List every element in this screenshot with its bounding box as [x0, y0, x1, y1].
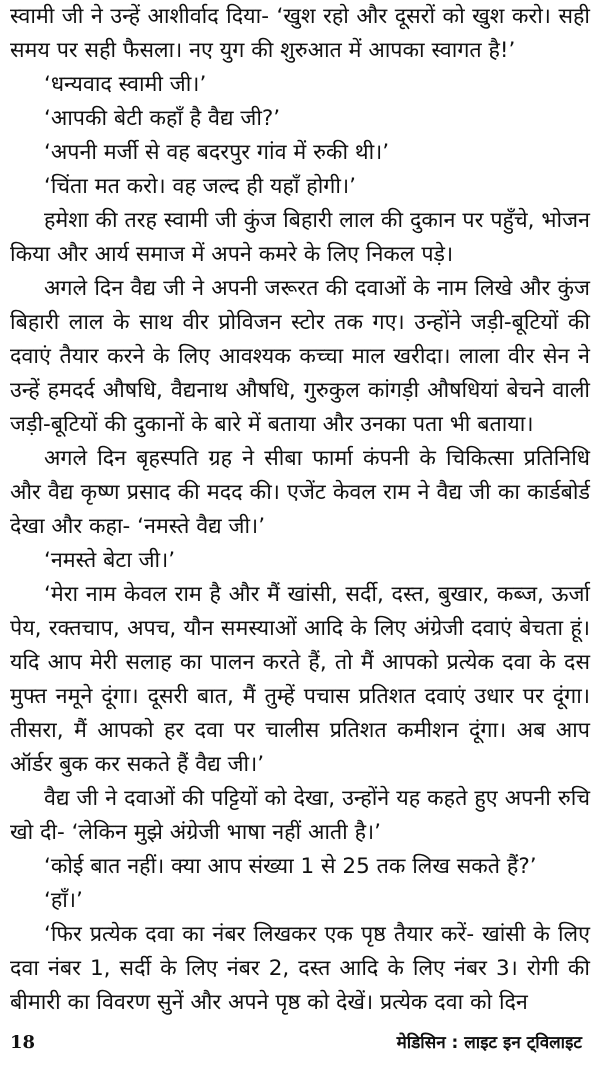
paragraph: ‘हाँ।’: [44, 888, 83, 913]
paragraph: वैद्य जी ने दवाओं की पट्टियों को देखा, उन्होंने यह कहते हुए अपनी रुचि खो दी- ‘लेकिन मुझे अंग्रेजी भाषा नहीं आती है।’: [10, 786, 590, 845]
paragraph: ‘अपनी मर्जी से वह बदरपुर गांव में रुकी थी।’: [44, 140, 390, 165]
page-number: 18: [10, 1032, 36, 1053]
paragraph: ‘धन्यवाद स्वामी जी।’: [44, 72, 207, 97]
running-title: मेडिसिन : लाइट इन ट्विलाइट: [396, 1033, 582, 1053]
paragraph: ‘कोई बात नहीं। क्या आप संख्या 1 से 25 तक लिख सकते हैं?’: [44, 854, 537, 879]
paragraph: ‘फिर प्रत्येक दवा का नंबर लिखकर एक पृष्ठ तैयार करें- खांसी के लिए दवा नंबर 1, सर्दी के लिए नंबर 2, दस्त आदि के लिए नंबर 3। रोगी की बीमारी का विवरण सुनें और अपने पृष्ठ को देखें। प्रत्येक दवा को दिन: [10, 922, 590, 1015]
paragraph: हमेशा की तरह स्वामी जी कुंज बिहारी लाल की दुकान पर पहुँचे, भोजन किया और आर्य समाज में अपने कमरे के लिए निकल पड़े।: [10, 208, 590, 267]
paragraph: ‘मेरा नाम केवल राम है और मैं खांसी, सर्दी, दस्त, बुखार, कब्ज, ऊर्जा पेय, रक्तचाप, अपच, यौन समस्याओं आदि के लिए अंग्रेजी दवाएं बेचता हूं। यदि आप मेरी सलाह का पालन करते हैं, तो मैं आपको प्रत्येक दवा के दस मुफ्त नमूने दूंगा। दूसरी बात, मैं तुम्हें पचास प्रतिशत दवाएं उधार पर दूंगा। तीसरा, मैं आपको हर दवा पर चालीस प्रतिशत कमीशन दूंगा। अब आप ऑर्डर बुक कर सकते हैं वैद्य जी।’: [10, 582, 590, 777]
paragraph: अगले दिन बृहस्पति ग्रह ने सीबा फार्मा कंपनी के चिकित्सा प्रतिनिधि और वैद्य कृष्ण प्रसाद की मदद की। एजेंट केवल राम ने वैद्य जी का कार्डबोर्ड देखा और कहा- ‘नमस्ते वैद्य जी।’: [10, 446, 590, 539]
paragraph: अगले दिन वैद्य जी ने अपनी जरूरत की दवाओं के नाम लिखे और कुंज बिहारी लाल के साथ वीर प्रोविजन स्टोर तक गए। उन्होंने जड़ी-बूटियों की दवाएं तैयार करने के लिए आवश्यक कच्चा माल खरीदा। लाला वीर सेन ने उन्हें हमदर्द औषधि, वैद्यनाथ औषधि, गुरुकुल कांगड़ी औषधियां बेचने वाली जड़ी-बूटियों की दुकानों के बारे में बताया और उनका पता भी बताया।: [10, 276, 590, 437]
paragraph: ‘चिंता मत करो। वह जल्द ही यहाँ होगी।’: [44, 174, 356, 199]
paragraph: ‘आपकी बेटी कहाँ है वैद्य जी?’: [44, 106, 281, 131]
paragraph: ‘नमस्ते बेटा जी।’: [44, 548, 176, 573]
body-text: [10, 0, 590, 1020]
page-footer: [10, 1030, 582, 1053]
paragraph: स्वामी जी ने उन्हें आशीर्वाद दिया- ‘खुश रहो और दूसरों को खुश करो। सही समय पर सही फैसला। नए युग की शुरुआत में आपका स्वागत है!’: [10, 4, 590, 63]
